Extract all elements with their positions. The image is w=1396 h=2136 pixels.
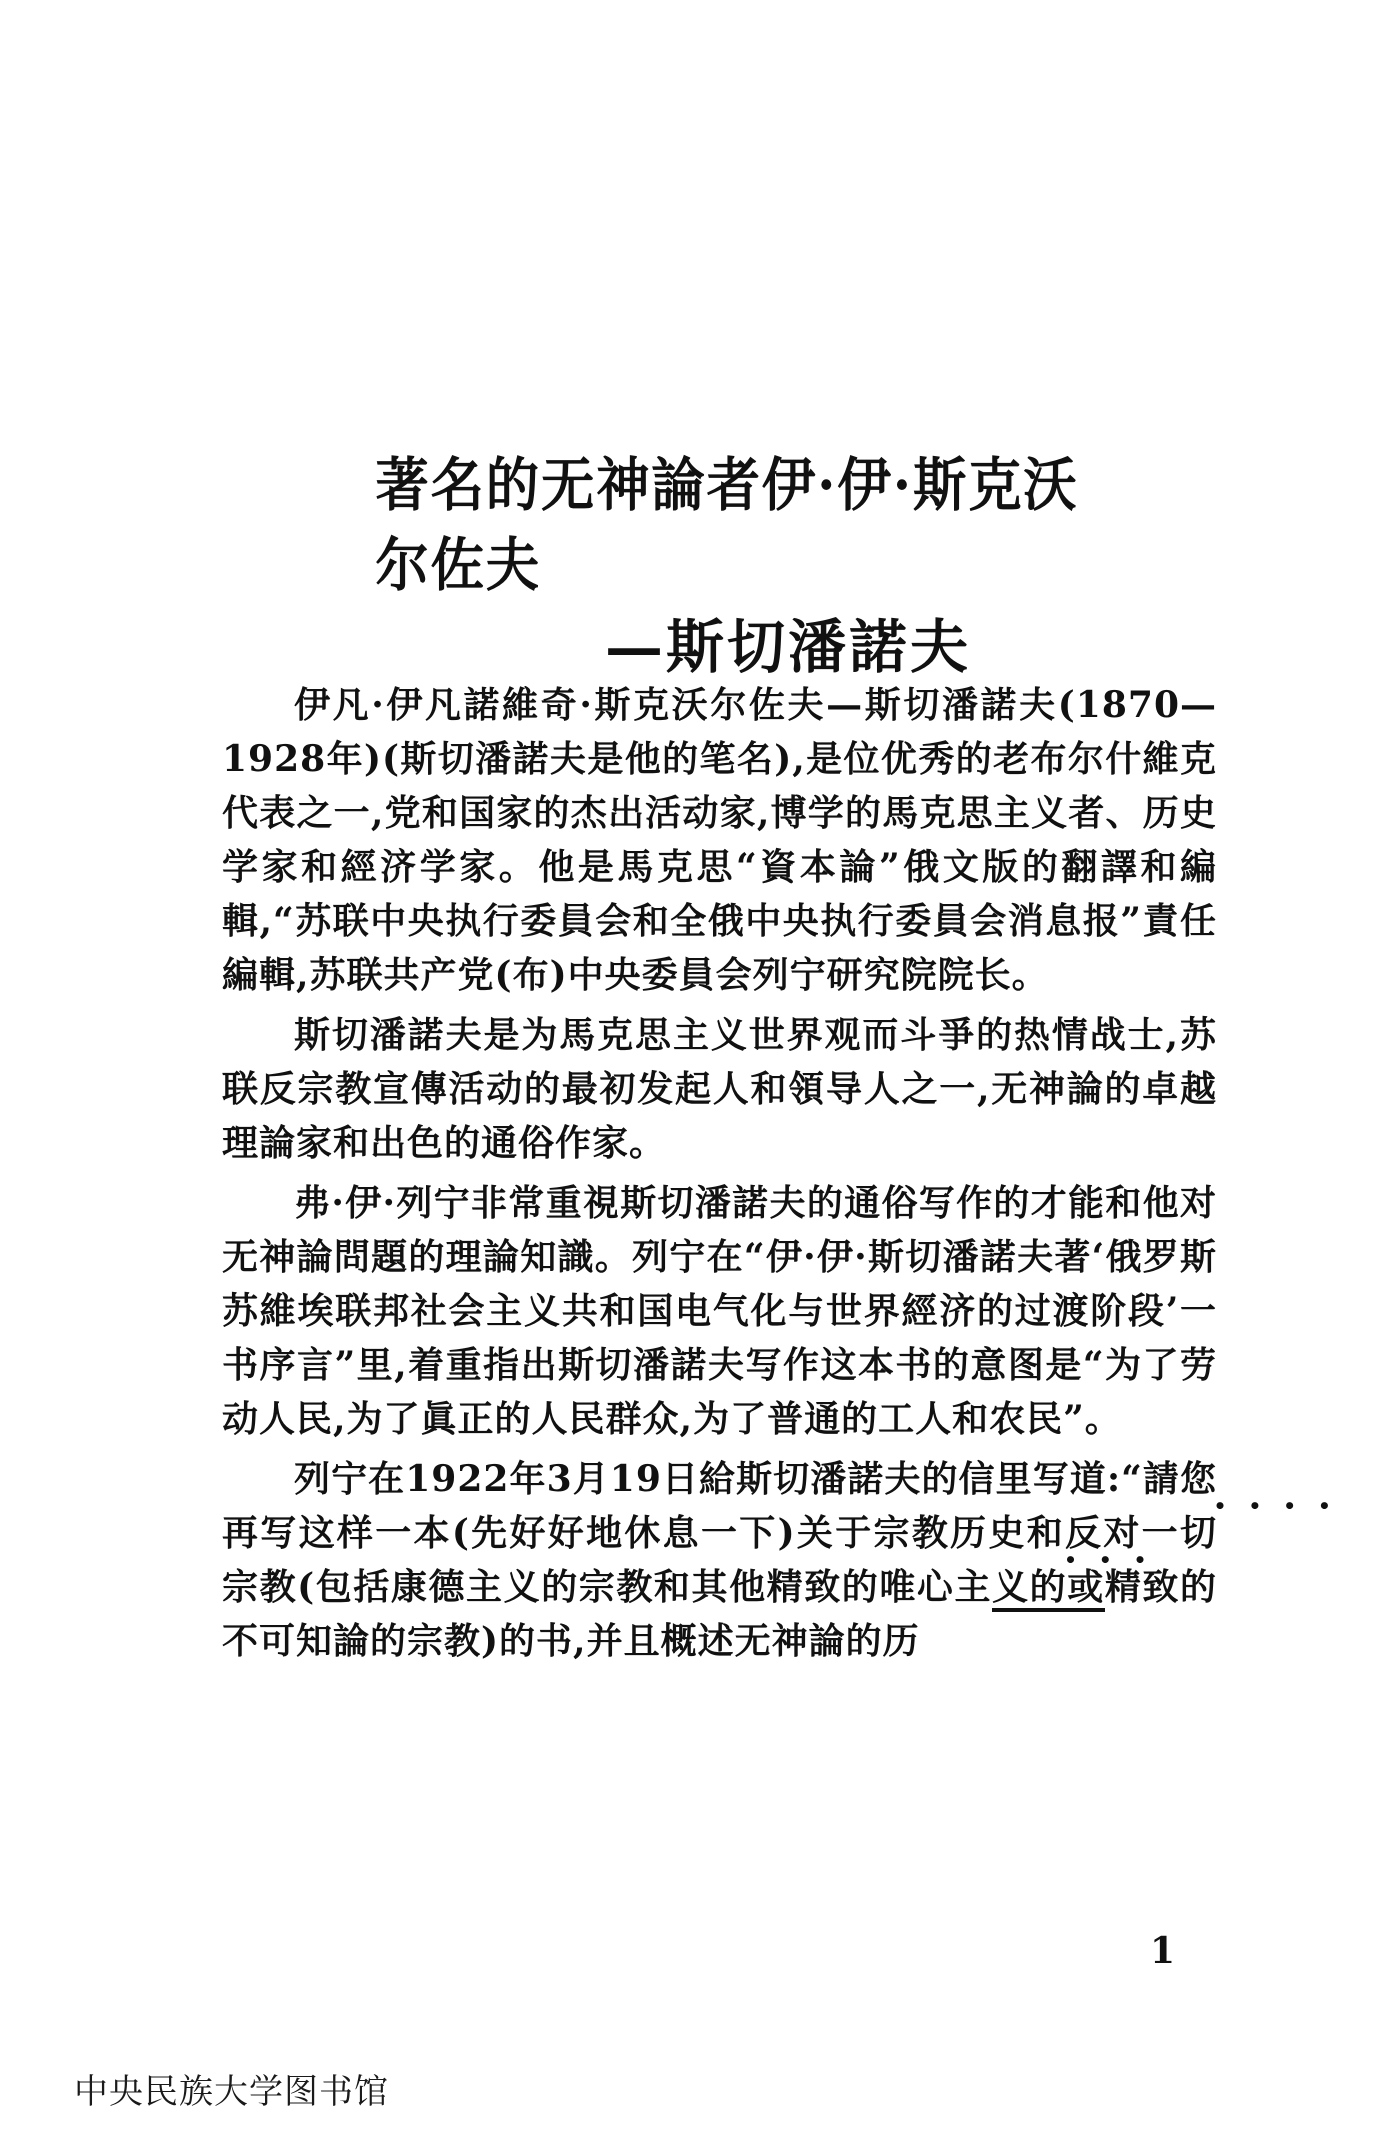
paragraph-3: 弗·伊·列宁非常重視斯切潘諾夫的通俗写作的才能和他对无神論問題的理論知識。列宁在“伊·伊·斯切潘諾夫著‘俄罗斯苏維埃联邦社会主义共和国电气化与世界經济的过渡阶段’一书序言”里,着重指出斯切潘諾夫写作这本书的意图是“为了劳动人民,为了眞正的人民群众,为了普通的工人和农民”。 (222, 1182, 1217, 1440)
emphasis-dotted-2 (992, 1548, 1169, 1608)
emphasis-text-2: 义的或 (992, 1566, 1105, 1608)
title-line-1: 著名的无神論者伊·伊·斯克沃尔佐夫 (375, 451, 1079, 599)
library-watermark: 中央民族大学图书馆 (74, 2072, 389, 2112)
emphasis-text-1: 一切宗教 (222, 1512, 1217, 1608)
title-line-2: —斯切潘諾夫 (605, 613, 972, 681)
article-title (300, 445, 1150, 687)
paragraph-2: 斯切潘諾夫是为馬克思主义世界观而斗爭的热情战士,苏联反宗教宣傳活动的最初发起人和領导人之一,无神論的卓越理論家和出色的通俗作家。 (222, 1014, 1217, 1164)
paragraph-4 (222, 1452, 1353, 1668)
paragraph-4-start: 列宁在1922年3月19日給斯切潘諾夫的信里写道:“請您再写这样一本(先好好地休息一下)关于宗教历史和反对 (222, 1458, 1217, 1554)
emphasis-dots-2: ••• (1064, 1548, 1169, 1572)
paragraph-4-middle: (包括康德主义的宗教和其他精致的唯心主 (297, 1566, 993, 1608)
paragraph-1: 伊凡·伊凡諾維奇·斯克沃尔佐夫—斯切潘諾夫(1870—1928年)(斯切潘諾夫是他的笔名),是位优秀的老布尔什維克代表之一,党和国家的杰出活动家,博学的馬克思主义者、历史学家和經济学家。他是馬克思“資本論”俄文版的翻譯和編輯,“苏联中央执行委員会和全俄中央执行委員会消息报”責任編輯,苏联共产党(布)中央委員会列宁研究院院长。 (222, 684, 1217, 996)
article-body (222, 678, 1353, 1674)
page-number: 1 (1150, 1930, 1176, 1972)
handwritten-underline (992, 1608, 1105, 1612)
emphasis-dots-1: •••• (1213, 1494, 1353, 1518)
paragraph-4-end: 精致的不可知論的宗教)的书,并且概述无神論的历 (222, 1566, 1217, 1662)
